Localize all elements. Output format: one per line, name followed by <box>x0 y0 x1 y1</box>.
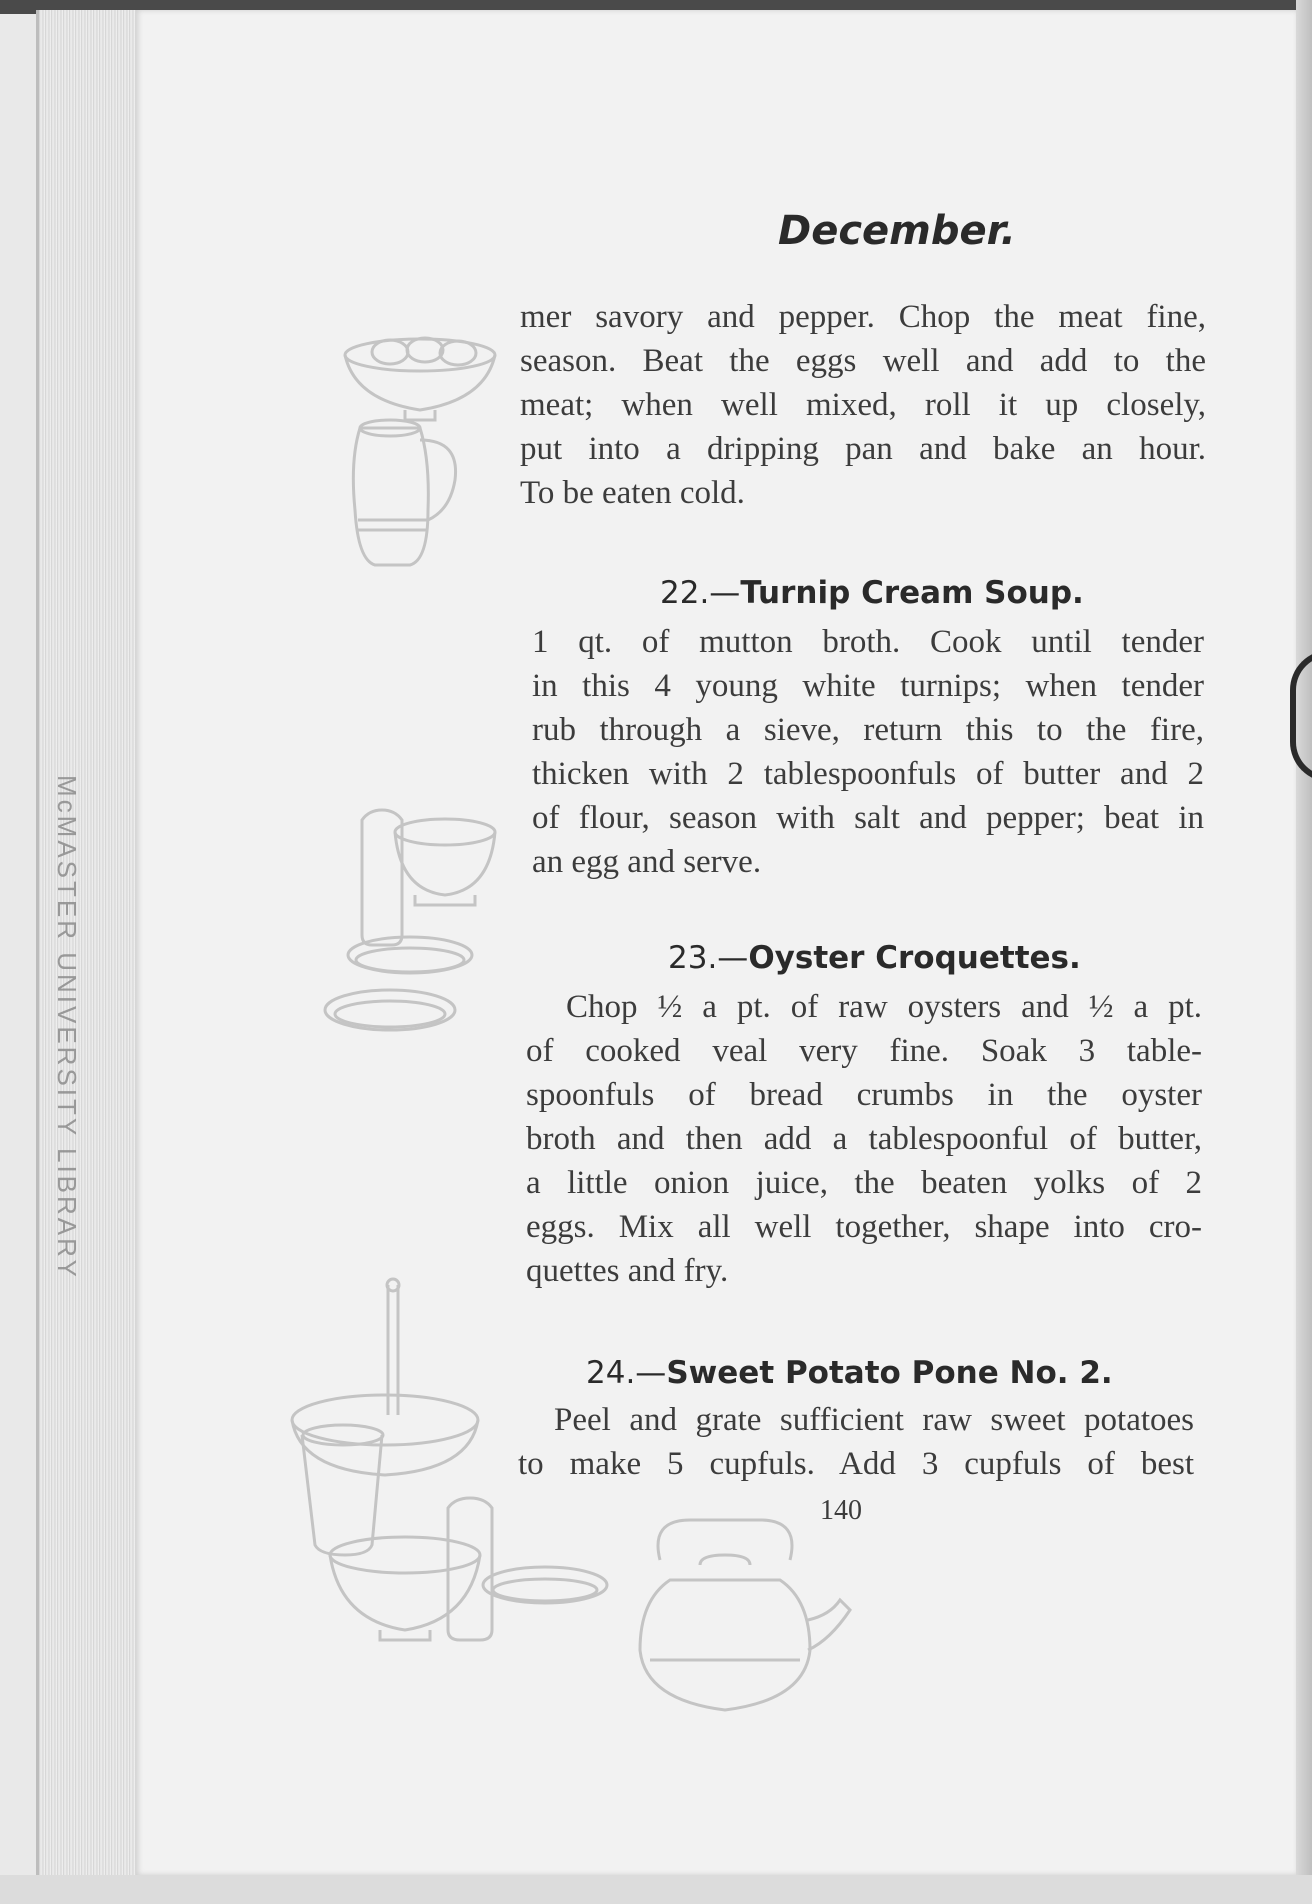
text-line: a little onion juice, the beaten yolks of 2 <box>526 1165 1202 1201</box>
plates-illustration <box>325 937 472 1030</box>
recipe-title: Sweet Potato Pone No. 2. <box>666 1355 1113 1391</box>
page-number: 140 <box>820 1495 862 1526</box>
text-line: spoonfuls of bread crumbs in the oyster <box>526 1077 1202 1113</box>
recipe-23-body <box>526 985 1202 1293</box>
text-line: season. Beat the eggs well and add to the <box>520 343 1206 379</box>
text-line: broth and then add a tablespoonful of butter, <box>526 1121 1202 1157</box>
recipe-24-heading <box>586 1355 1113 1391</box>
text-line: put into a dripping pan and bake an hour. <box>520 431 1206 467</box>
text-line: rub through a sieve, return this to the fire, <box>532 712 1204 748</box>
bowl-of-eggs-illustration <box>345 338 495 420</box>
text-line: To be eaten cold. <box>520 475 745 511</box>
colander-and-jar-illustration <box>330 1498 607 1640</box>
recipe-number: 23.— <box>668 940 749 976</box>
text-line: eggs. Mix all well together, shape into cro- <box>526 1209 1202 1245</box>
kettle-illustration <box>640 1520 850 1710</box>
text-line: Peel and grate sufficient raw sweet potatoes <box>554 1402 1194 1438</box>
pitcher-illustration <box>353 420 455 565</box>
recipe-title: Oyster Croquettes. <box>748 940 1081 976</box>
recipe-title: Turnip Cream Soup. <box>740 575 1084 611</box>
text-line: quettes and fry. <box>526 1253 729 1289</box>
text-line: Chop ½ a pt. of raw oysters and ½ a pt. <box>566 989 1202 1025</box>
text-line: of cooked veal very fine. Soak 3 table- <box>526 1033 1202 1069</box>
recipe-number: 24.— <box>586 1355 667 1391</box>
bottle-and-bowl-illustration <box>362 810 495 945</box>
running-head: December. <box>778 208 1016 254</box>
text-line: mer savory and pepper. Chop the meat fine, <box>520 299 1206 335</box>
text-line: in this 4 young white turnips; when tender <box>532 668 1204 704</box>
recipe-22-heading <box>660 575 1084 611</box>
library-stamp: McMASTER UNIVERSITY LIBRARY <box>52 775 82 1280</box>
text-line: to make 5 cupfuls. Add 3 cupfuls of best <box>518 1446 1194 1482</box>
text-line: an egg and serve. <box>532 844 762 880</box>
recipe-23-heading <box>668 940 1081 976</box>
text-line: 1 qt. of mutton broth. Cook until tender <box>532 624 1204 660</box>
recipe-22-body <box>532 620 1204 884</box>
text-line: thicken with 2 tablespoonfuls of butter and 2 <box>532 756 1204 792</box>
text-line: meat; when well mixed, roll it up closely, <box>520 387 1206 423</box>
text-line: of flour, season with salt and pepper; beat in <box>532 800 1204 836</box>
recipe-24-body <box>518 1398 1194 1486</box>
intro-paragraph <box>520 295 1206 515</box>
recipe-number: 22.— <box>660 575 741 611</box>
frying-pan-and-cups-illustration <box>292 1279 478 1555</box>
